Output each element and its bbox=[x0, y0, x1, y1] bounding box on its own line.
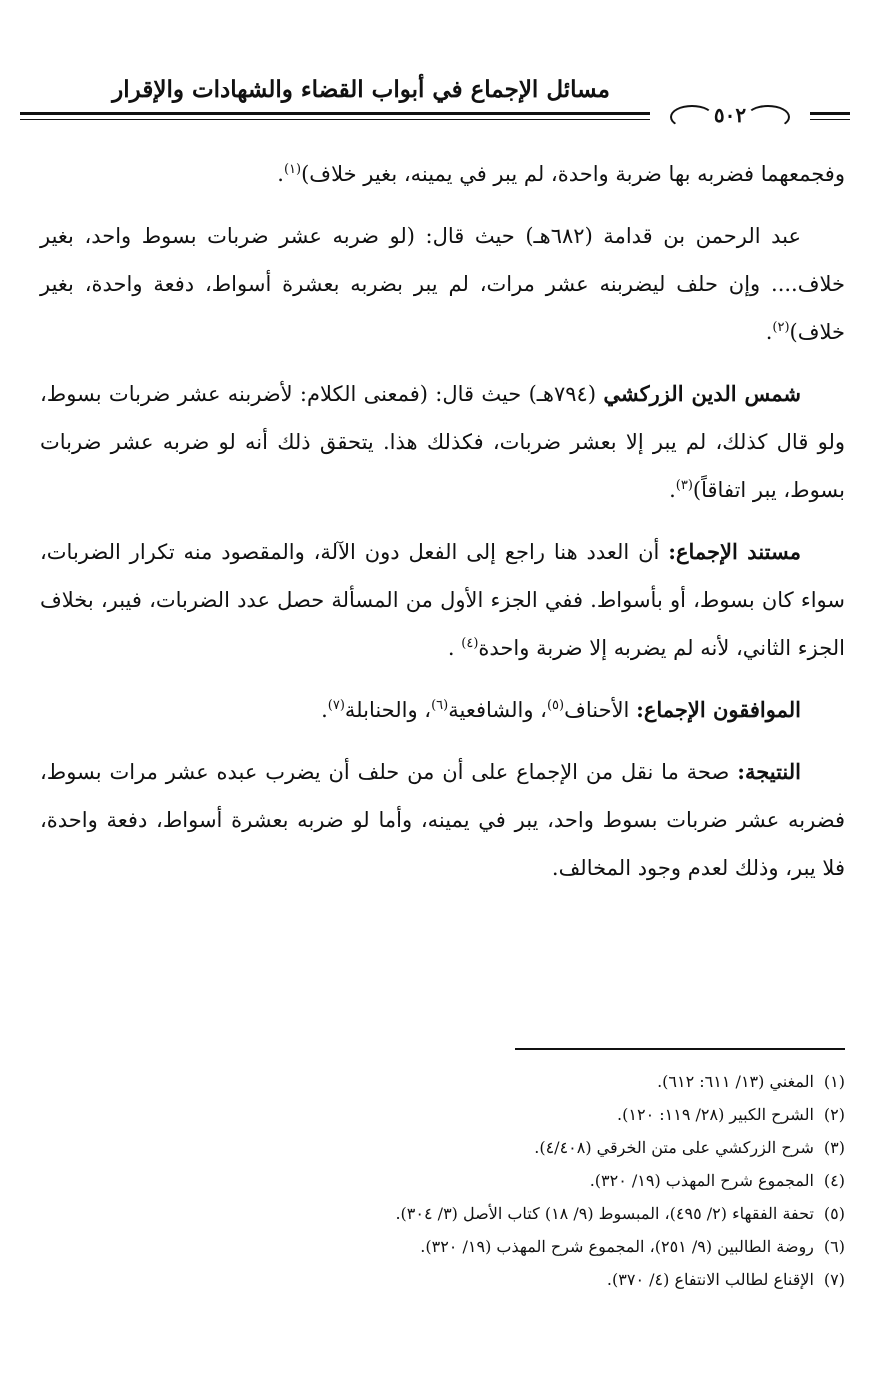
paragraph-4 bbox=[40, 528, 845, 672]
footnote-text: المغني (١٣/ ٦١١: ٦١٢). bbox=[657, 1072, 814, 1091]
footnote-number: (٤) bbox=[823, 1171, 845, 1190]
footnote-ref-1: (١) bbox=[283, 162, 302, 177]
footnotes bbox=[40, 1065, 845, 1296]
paragraph-1-end: . bbox=[277, 162, 284, 186]
paragraph-5 bbox=[40, 686, 845, 734]
footnote-text: شرح الزركشي على متن الخرقي (٤/٤٠٨). bbox=[534, 1138, 814, 1157]
page-number-text: ٥٠٢ bbox=[713, 103, 747, 127]
paragraph-2-text: عبد الرحمن بن قدامة (٦٨٢هـ) حيث قال: (لو ضربه عشر ضربات بسوط واحد، بغير خلاف.... وإن حلف ليضربنه عشر مرات، لم يبر بضربه بعشرة أسواط، دفعة واحدة، بغير خلاف) bbox=[40, 224, 845, 344]
footnote-ref-3: (٣) bbox=[675, 478, 693, 493]
footnote-text: الإقناع لطالب الانتفاع (٤/ ٣٧٠). bbox=[606, 1270, 814, 1289]
footnote-number: (٧) bbox=[823, 1270, 845, 1289]
paragraph-5-text: الأحناف bbox=[564, 698, 637, 722]
paragraph-6-text: صحة ما نقل من الإجماع على أن من حلف أن يضرب عبده عشر مرات بسوط، فضربه عشر ضربات بسوط واحد، يبر في يمينه، وأما لو ضربه بعشرة أسواط، دفعة واحدة، فلا يبر، وذلك لعدم وجود المخالف. bbox=[40, 760, 845, 880]
footnote-ref-4: (٤) bbox=[461, 636, 479, 651]
footnote-text: المجموع شرح المهذب (١٩/ ٣٢٠). bbox=[589, 1171, 814, 1190]
footnote-7 bbox=[40, 1263, 845, 1296]
paragraph-2 bbox=[40, 212, 845, 356]
paragraph-1 bbox=[40, 150, 845, 198]
page-number bbox=[650, 100, 810, 130]
paragraph-3 bbox=[40, 370, 845, 514]
footnote-ref-6: (٦) bbox=[431, 698, 449, 713]
header-rule-side-thin bbox=[810, 119, 850, 120]
paragraph-4-end: . bbox=[447, 636, 462, 660]
footnote-1 bbox=[40, 1065, 845, 1098]
paragraph-5-label: الموافقون الإجماع: bbox=[636, 697, 801, 722]
running-title: مسائل الإجماع في أبواب القضاء والشهادات والإقرار bbox=[112, 76, 610, 103]
footnote-separator bbox=[515, 1048, 845, 1050]
footnote-number: (٦) bbox=[823, 1237, 845, 1256]
footnote-6 bbox=[40, 1230, 845, 1263]
paragraph-6 bbox=[40, 748, 845, 892]
paragraph-2-end: . bbox=[765, 320, 773, 344]
paragraph-3-label: شمس الدين الزركشي bbox=[603, 381, 801, 406]
paragraph-3-end: . bbox=[669, 478, 676, 502]
paragraph-4-label: مستند الإجماع: bbox=[668, 539, 801, 564]
paragraph-3-text: (٧٩٤هـ) حيث قال: (فمعنى الكلام: لأضربنه عشر ضربات بسوط، ولو قال كذلك، لم يبر إلا بعشر ضربات، فكذلك هذا. يتحقق ذلك أنه لو ضربه عشر ضربات بسوط، يبر اتفاقاً) bbox=[40, 382, 845, 502]
footnote-number: (١) bbox=[823, 1072, 845, 1091]
header-rule-thin bbox=[20, 119, 650, 120]
footnote-5 bbox=[40, 1197, 845, 1230]
footnote-ref-2: (٢) bbox=[772, 320, 790, 335]
footnote-number: (٢) bbox=[823, 1105, 845, 1124]
main-text bbox=[40, 150, 845, 906]
paragraph-5-text-2: ، والشافعية bbox=[448, 698, 547, 722]
header-rule-thick bbox=[20, 112, 650, 115]
paragraph-5-text-3: ، والحنابلة bbox=[344, 698, 432, 722]
footnote-text: الشرح الكبير (٢٨/ ١١٩: ١٢٠). bbox=[617, 1105, 814, 1124]
paragraph-6-label: النتيجة: bbox=[737, 759, 801, 784]
footnote-text: روضة الطالبين (٩/ ٢٥١)، المجموع شرح المهذب (١٩/ ٣٢٠). bbox=[420, 1237, 814, 1256]
footnote-number: (٣) bbox=[823, 1138, 845, 1157]
paragraph-4-text: أن العدد هنا راجع إلى الفعل دون الآلة، والمقصود منه تكرار الضربات، سواء كان بسوط، أو بأسواط. ففي الجزء الأول من المسألة حصل عدد الضربات، فيبر، بخلاف الجزء الثاني، لأنه لم يضربه إلا ضربة واحدة bbox=[40, 540, 845, 660]
footnote-2 bbox=[40, 1098, 845, 1131]
header-rule-side-thick bbox=[810, 112, 850, 115]
footnote-number: (٥) bbox=[823, 1204, 845, 1223]
page-header bbox=[20, 70, 850, 130]
footnote-3 bbox=[40, 1131, 845, 1164]
paragraph-1-text: وفجمعهما فضربه بها ضربة واحدة، لم يبر في يمينه، بغير خلاف) bbox=[301, 162, 845, 186]
footnote-ref-7: (٧) bbox=[327, 698, 345, 713]
footnote-ref-5: (٥) bbox=[546, 698, 565, 713]
footnote-4 bbox=[40, 1164, 845, 1197]
footnote-text: تحفة الفقهاء (٢/ ٤٩٥)، المبسوط (٩/ ١٨) كتاب الأصل (٣/ ٣٠٤). bbox=[395, 1204, 814, 1223]
paragraph-5-end: . bbox=[321, 698, 328, 722]
